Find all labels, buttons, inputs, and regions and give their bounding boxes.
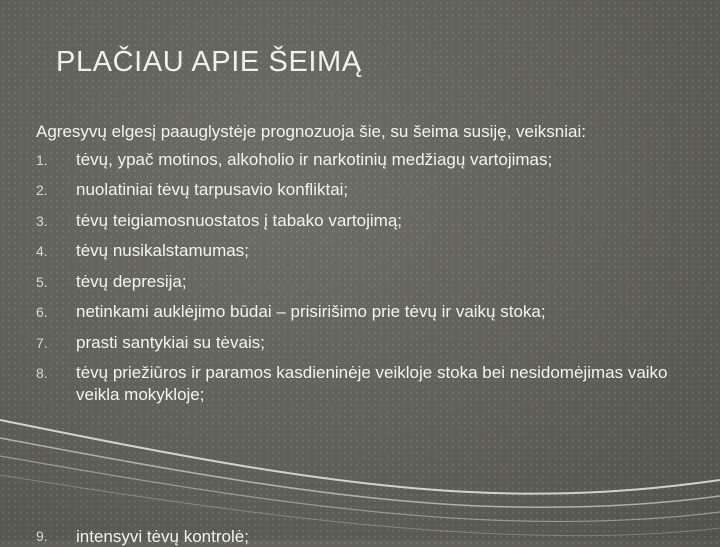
item-number: 7.	[36, 334, 48, 351]
factor-list	[36, 149, 696, 406]
item-number: 3.	[36, 212, 48, 229]
item-number: 2.	[36, 182, 48, 198]
list-item	[36, 149, 696, 171]
list-item	[36, 271, 696, 293]
intro-text: Agresyvų elgesį paauglystėje prognozuoja šie, su šeima susiję, veiksniai:	[36, 122, 586, 141]
item-text: tėvų teigiamosnuostatos į tabako vartojimą;	[76, 210, 403, 230]
item-number: 4.	[36, 243, 48, 259]
list-item-cut	[36, 527, 696, 547]
item-text: tėvų depresija;	[76, 271, 187, 291]
list-item	[36, 240, 696, 262]
item-text: intensyvi tėvų kontrolė;	[76, 527, 249, 546]
list-item	[36, 179, 696, 201]
list-item	[36, 362, 696, 405]
item-text: tėvų, ypač motinos, alkoholio ir narkotinių medžiagų vartojimas;	[76, 149, 553, 169]
item-number: 1.	[36, 151, 48, 168]
item-number: 5.	[36, 273, 48, 290]
item-text: tėvų nusikalstamumas;	[76, 241, 249, 260]
item-text: netinkami auklėjimo būdai – prisirišimo prie tėvų ir vaikų stoka;	[76, 302, 546, 321]
list-item	[36, 301, 696, 323]
slide-title: PLAČIAU APIE ŠEIMĄ	[56, 46, 362, 78]
item-text: tėvų priežiūros ir paramos kasdieninėje veikloje stoka bei nesidomėjimas vaiko veikla mokykloje;	[76, 363, 668, 404]
slide-content	[36, 121, 696, 414]
item-text: nuolatiniai tėvų tarpusavio konfliktai;	[76, 180, 349, 199]
list-item	[36, 210, 696, 232]
item-number: 9.	[36, 528, 48, 544]
item-text: prasti santykiai su tėvais;	[76, 332, 265, 352]
item-number: 6.	[36, 304, 48, 320]
item-number: 8.	[36, 365, 48, 381]
list-item	[36, 332, 696, 354]
